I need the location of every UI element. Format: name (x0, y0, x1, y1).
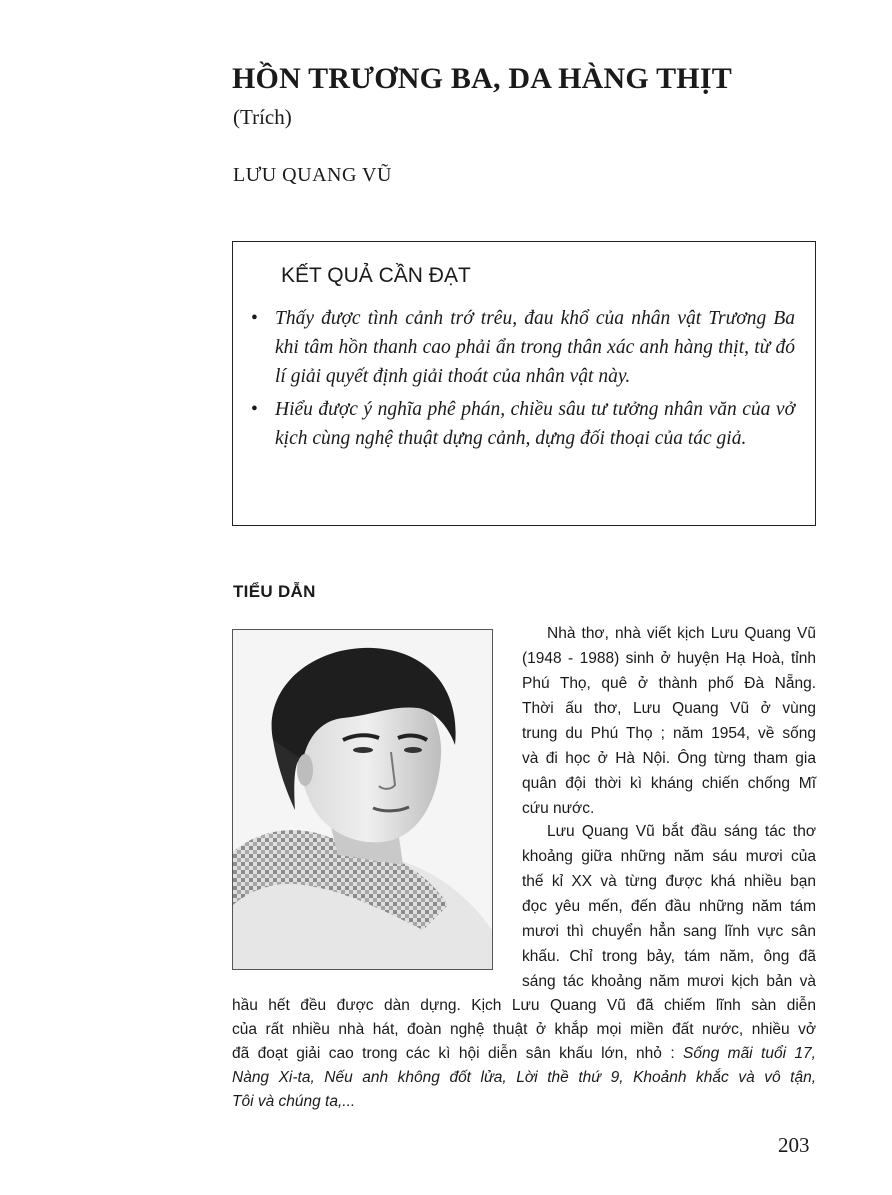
intro-line: hầu hết đều được dàn dựng. Kịch Lưu Quang Vũ đã chiếm lĩnh sàn diễn (232, 997, 816, 1014)
objective-item (249, 304, 795, 391)
objective-text: Hiểu được ý nghĩa phê phán, chiều sâu tư tưởng nhân văn của vở kịch cùng nghệ thuật dựng cảnh, dựng đối thoại của tác giả. (275, 399, 795, 449)
intro-line: quân đội thời kì kháng chiến chống Mĩ (522, 775, 816, 792)
intro-line: (1948 - 1988) sinh ở huyện Hạ Hoà, tỉnh (522, 650, 816, 667)
document-subtitle: (Trích) (233, 105, 292, 129)
objectives-list (249, 304, 795, 457)
play-titles-inline: Sống mãi tuổi 17, (683, 1045, 816, 1062)
objective-text: Thấy được tình cảnh trớ trêu, đau khổ của nhân vật Trương Ba khi tâm hồn thanh cao phải ẩn trong thân xác anh hàng thịt, từ đó lí giải quyết định giải thoát của nhân vật này. (275, 308, 795, 387)
objectives-heading: KẾT QUẢ CẦN ĐẠT (281, 264, 471, 287)
document-title: HỒN TRƯƠNG BA, DA HÀNG THỊT (232, 62, 732, 95)
bullet-icon: • (251, 308, 258, 329)
intro-line: khoảng giữa những năm sáu mươi của (522, 848, 816, 865)
intro-line: Lưu Quang Vũ bắt đầu sáng tác thơ (547, 823, 816, 840)
intro-line: Nhà thơ, nhà viết kịch Lưu Quang Vũ (547, 625, 816, 642)
section-heading-intro: TIỂU DẪN (233, 582, 316, 601)
author-portrait (232, 629, 493, 970)
intro-line: trung du Phú Thọ ; năm 1954, về sống (522, 725, 816, 742)
intro-line (232, 1044, 816, 1064)
intro-line-italic: Tôi và chúng ta,... (232, 1093, 356, 1110)
objective-item (249, 395, 795, 453)
intro-line: và đi học ở Hà Nội. Ông từng tham gia (522, 750, 816, 767)
intro-line: Thời ấu thơ, Lưu Quang Vũ ở vùng (522, 700, 816, 717)
intro-line-italic: Nàng Xi-ta, Nếu anh không đốt lửa, Lời thề thứ 9, Khoảnh khắc và vô tận, (232, 1069, 816, 1086)
intro-line: đọc yêu mến, đến đầu những năm tám (522, 898, 816, 915)
intro-line: của rất nhiều nhà hát, đoàn nghệ thuật ở khắp mọi miền đất nước, nhiều vở (232, 1021, 816, 1038)
intro-line-text: đã đoạt giải cao trong các kì hội diễn sân khấu lớn, nhỏ : (232, 1045, 684, 1062)
objectives-box (232, 241, 816, 526)
intro-line: khấu. Chỉ trong bảy, tám năm, ông đã (522, 948, 816, 965)
bullet-icon: • (251, 399, 258, 420)
intro-line: mươi thì chuyển hẳn sang lĩnh vực sân (522, 923, 816, 940)
intro-line: sáng tác khoảng năm mươi kịch bản và (522, 973, 816, 990)
intro-line: thế kỉ XX và từng được khá nhiều bạn (522, 873, 816, 890)
portrait-illustration (233, 630, 492, 969)
intro-line: Phú Thọ, quê ở thành phố Đà Nẵng. (522, 675, 816, 692)
intro-line: cứu nước. (522, 800, 595, 817)
author-name: LƯU QUANG VŨ (233, 164, 392, 186)
page-number: 203 (778, 1133, 810, 1157)
